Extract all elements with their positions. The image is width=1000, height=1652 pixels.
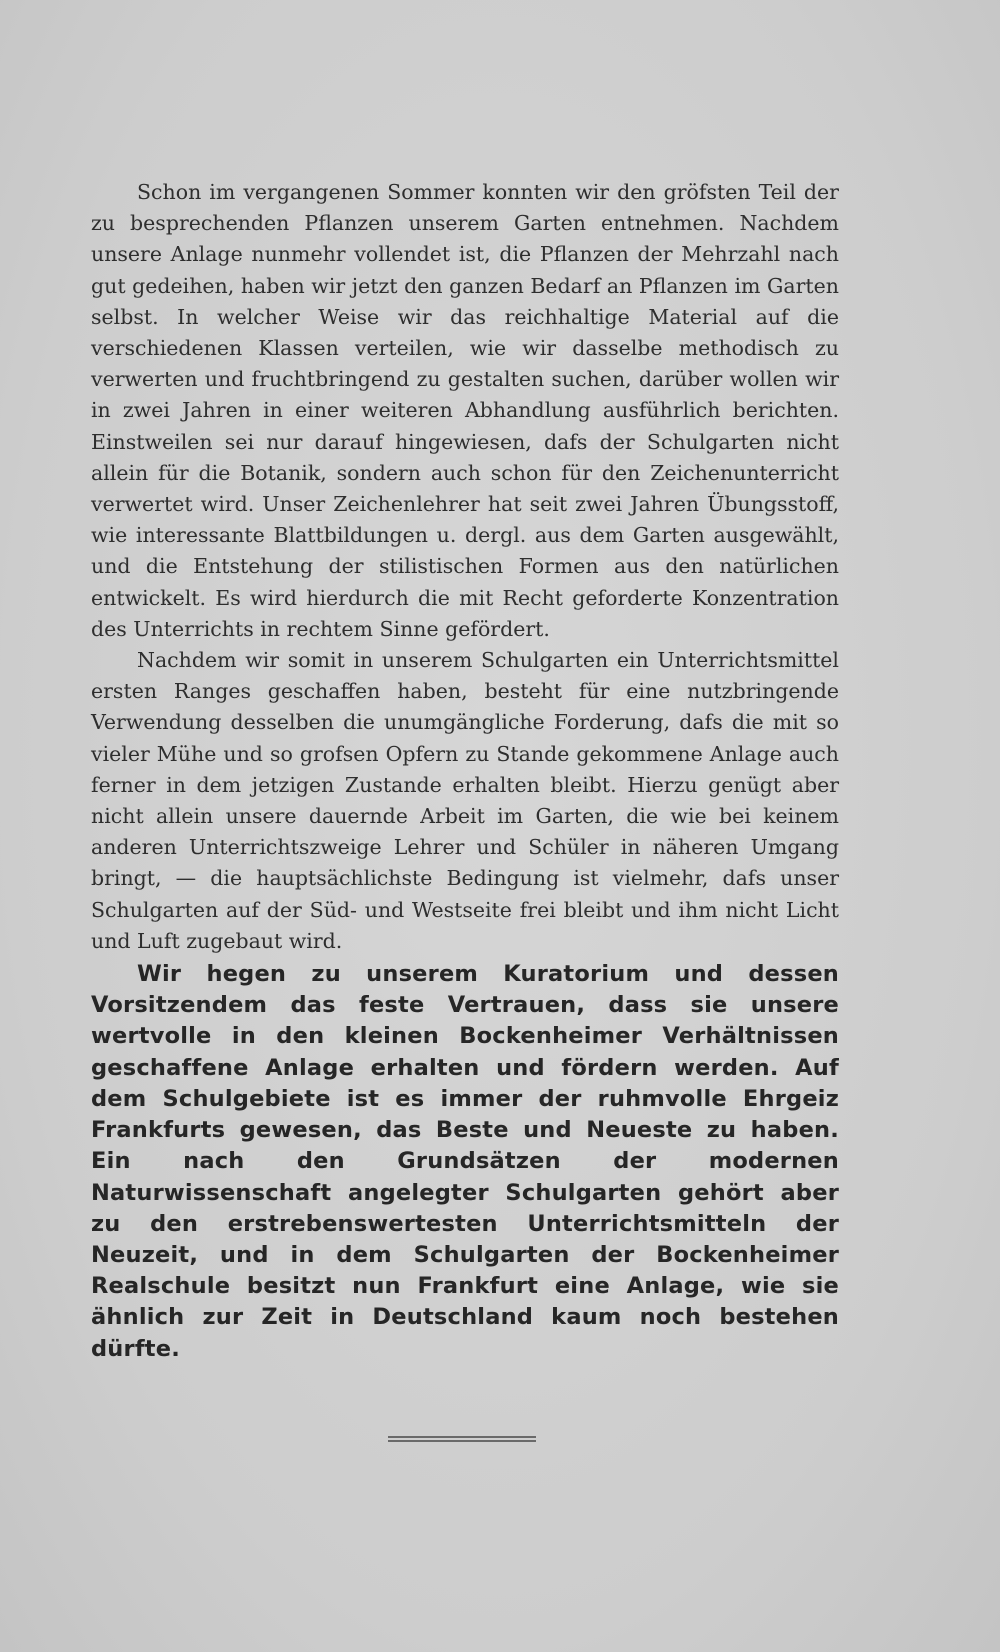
body-text (91, 177, 839, 1365)
closing-double-rule (388, 1436, 536, 1442)
rule-line-bottom (388, 1440, 536, 1442)
paragraph-appeal-to-kuratorium: Wir hegen zu unserem Kuratorium und dessen Vorsitzendem das feste Vertrauen, dass sie unsere wertvolle in den kleinen Bockenheimer Verhältnissen geschaffene Anlage erhalten und fördern werden. Auf dem Schulgebiete ist es immer der ruhmvolle Ehrgeiz Frankfurts gewesen, das Beste und Neueste zu haben. Ein nach den Grundsätzen der modernen Naturwissenschaft angelegter Schulgarten gehört aber zu den erstrebenswertesten Unterrichtsmitteln der Neuzeit, und in dem Schulgarten der Bockenheimer Realschule besitzt nun Frankfurt eine Anlage, wie sie ähnlich zur Zeit in Deutschland kaum noch bestehen dürfte. (91, 961, 839, 1362)
rule-line-top (388, 1436, 536, 1438)
paragraph-schulgarten-preservation: Nachdem wir somit in unserem Schulgarten ein Unterrichtsmittel ersten Ranges geschaffen haben, besteht für eine nutzbringende Verwendung desselben die unumgängliche Forderung, dafs die mit so vieler Mühe und so grofsen Opfern zu Stande gekommene Anlage auch ferner in dem jetzigen Zustande erhalten bleibt. Hierzu genügt aber nicht allein unsere dauernde Arbeit im Garten, die wie bei keinem anderen Unterrichtszweige Lehrer und Schüler in näheren Umgang bringt, — die hauptsächlichste Bedingung ist vielmehr, dafs unser Schulgarten auf der Süd- und Westseite frei bleibt und ihm nicht Licht und Luft zugebaut wird. (91, 648, 839, 953)
paragraph-schulgarten-usage: Schon im vergangenen Sommer konnten wir den gröfsten Teil der zu besprechenden Pflanzen unserem Garten entnehmen. Nachdem unsere Anlage nunmehr vollendet ist, die Pflanzen der Mehrzahl nach gut gedeihen, haben wir jetzt den ganzen Bedarf an Pflanzen im Garten selbst. In welcher Weise wir das reichhaltige Material auf die verschiedenen Klassen verteilen, wie wir dasselbe methodisch zu verwerten und fruchtbringend zu gestalten suchen, darüber wollen wir in zwei Jahren in einer weiteren Abhandlung ausführlich berichten. Einstweilen sei nur darauf hingewiesen, dafs der Schulgarten nicht allein für die Botanik, sondern auch schon für den Zeichenunterricht verwertet wird. Unser Zeichenlehrer hat seit zwei Jahren Übungsstoff, wie interessante Blattbildungen u. dergl. aus dem Garten ausgewählt, und die Entstehung der stilistischen Formen aus den natürlichen entwickelt. Es wird hierdurch die mit Recht geforderte Konzentration des Unterrichts in rechtem Sinne gefördert. (91, 180, 839, 641)
